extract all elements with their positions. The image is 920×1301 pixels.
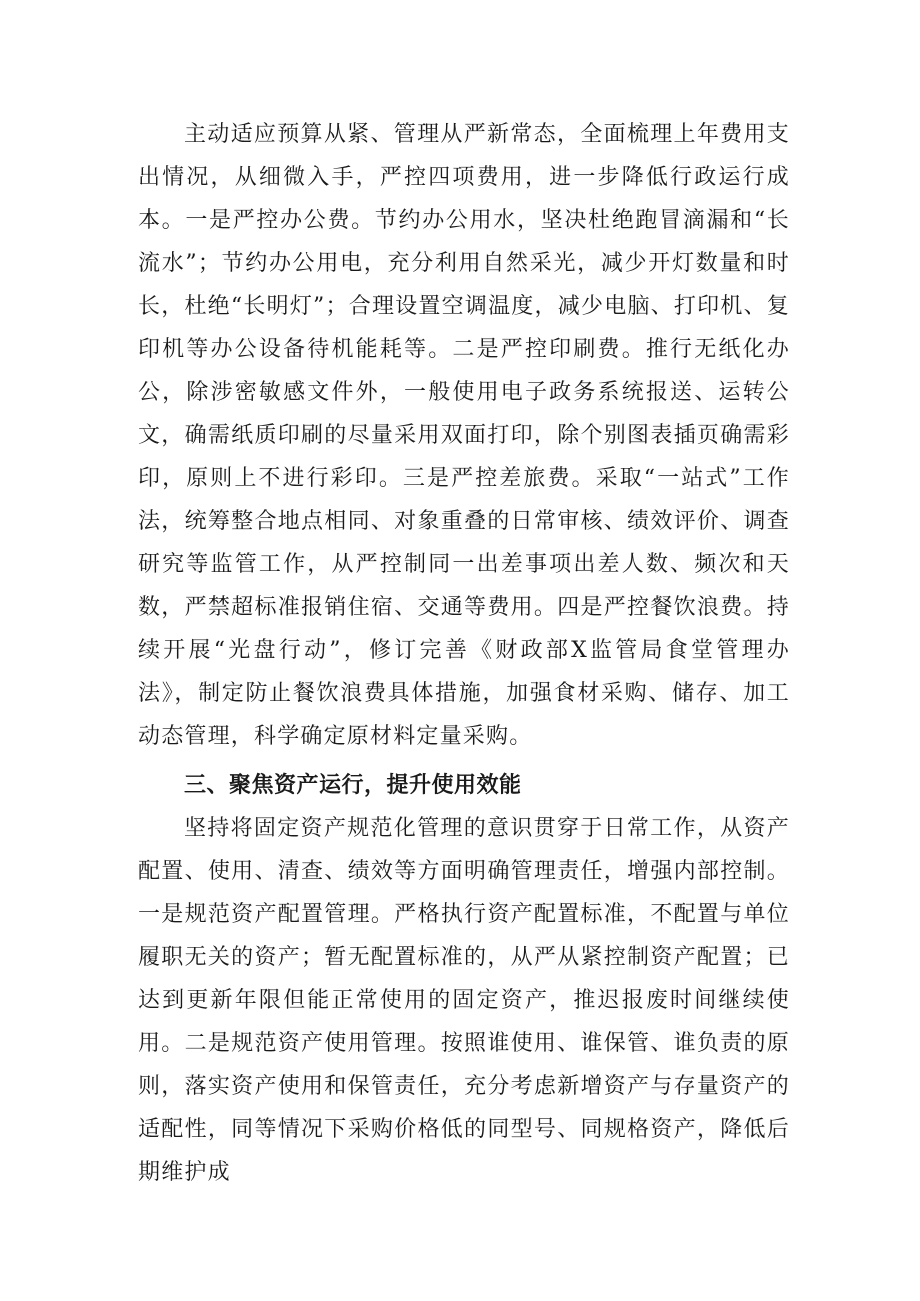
body-paragraph-asset-management: 坚持将固定资产规范化管理的意识贯穿于日常工作，从资产配置、使用、清查、绩效等方面明确管理责任，增强内部控制。一是规范资产配置管理。严格执行资产配置标准，不配置与单位履职无关的资产；暂无配置标准的，从严从紧控制资产配置；已达到更新年限但能正常使用的固定资产，推迟报废时间继续使用。二是规范资产使用管理。按照谁使用、谁保管、谁负责的原则，落实资产使用和保管责任，充分考虑新增资产与存量资产的适配性，同等情况下采购价格低的同型号、同规格资产，降低后期维护成 [138,816,790,1185]
body-paragraph-expense-control: 主动适应预算从紧、管理从严新常态，全面梳理上年费用支出情况，从细微入手，严控四项费用，进一步降低行政运行成本。一是严控办公费。节约办公用水，坚决杜绝跑冒滴漏和“长流水”；节约办公用电，充分利用自然采光，减少开灯数量和时长，杜绝“长明灯”；合理设置空调温度，减少电脑、打印机、复印机等办公设备待机能耗等。二是严控印刷费。推行无纸化办公，除涉密敏感文件外，一般使用电子政务系统报送、运转公文，确需纸质印刷的尽量采用双面打印，除个别图表插页确需彩印，原则上不进行彩印。三是严控差旅费。采取“一站式”工作法，统筹整合地点相同、对象重叠的日常审核、绩效评价、调查研究等监管工作，从严控制同一出差事项出差人数、频次和天数，严禁超标准报销住宿、交通等费用。四是严控餐饮浪费。持续开展“光盘行动”，修订完善《财政部X监管局食堂管理办法》，制定防止餐饮浪费具体措施，加强食材采购、储存、加工动态管理，科学确定原材料定量采购。 [138,122,790,749]
section-heading-asset-operation: 三、聚焦资产运行，提升使用效能 [184,773,522,798]
